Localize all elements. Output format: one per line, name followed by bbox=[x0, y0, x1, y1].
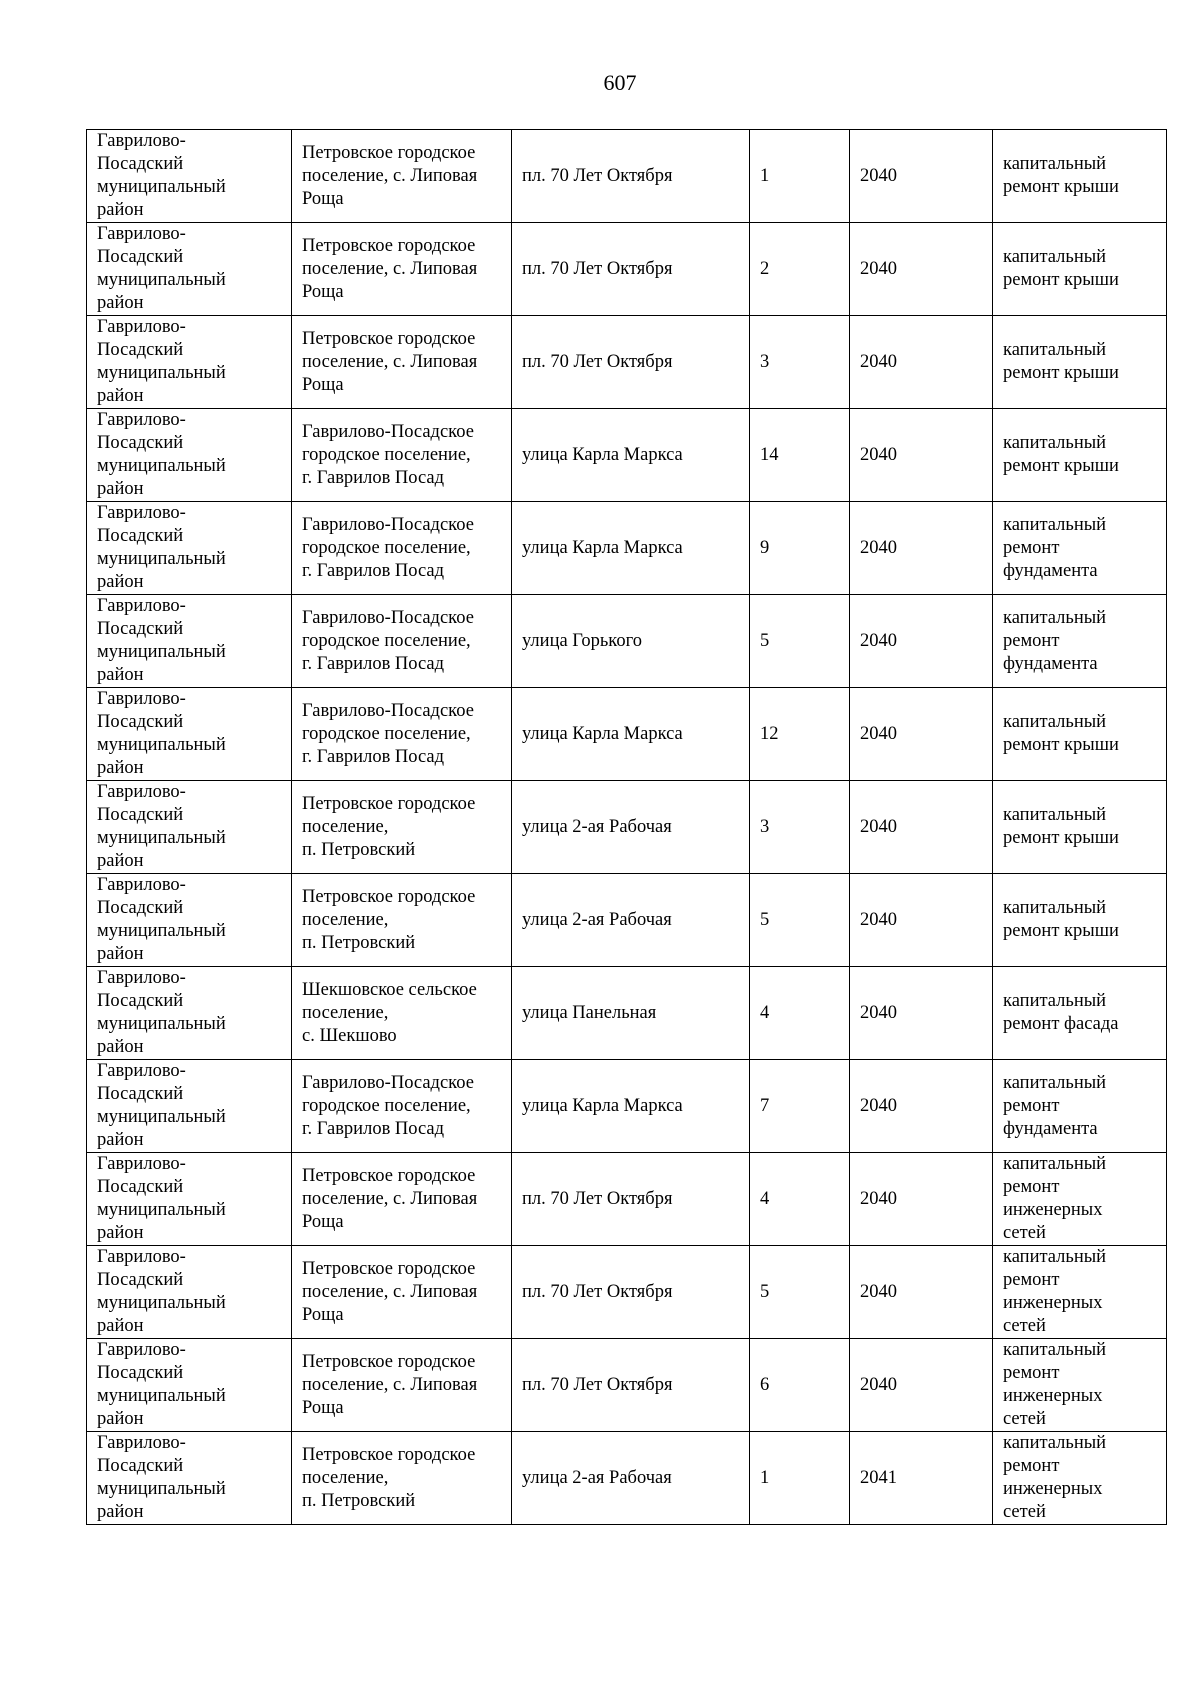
table-row bbox=[87, 781, 1167, 874]
cell-settlement: Петровское городское поселение, с. Липовая Роща bbox=[292, 1153, 512, 1246]
cell-settlement: Гаврилово-Посадское городское поселение, г. Гаврилов Посад bbox=[292, 409, 512, 502]
table-row bbox=[87, 1060, 1167, 1153]
cell-year: 2040 bbox=[850, 1153, 993, 1246]
cell-work: капитальный ремонт крыши bbox=[993, 781, 1167, 874]
cell-street: улица Горького bbox=[512, 595, 750, 688]
cell-work: капитальный ремонт крыши bbox=[993, 688, 1167, 781]
cell-settlement: Петровское городское поселение, с. Липовая Роща bbox=[292, 1339, 512, 1432]
cell-house: 5 bbox=[750, 1246, 850, 1339]
table-row bbox=[87, 688, 1167, 781]
cell-year: 2040 bbox=[850, 409, 993, 502]
cell-year: 2040 bbox=[850, 781, 993, 874]
cell-house: 4 bbox=[750, 1153, 850, 1246]
cell-year: 2040 bbox=[850, 130, 993, 223]
cell-house: 9 bbox=[750, 502, 850, 595]
cell-district: Гаврилово- Посадский муниципальный район bbox=[87, 409, 292, 502]
table-row bbox=[87, 1339, 1167, 1432]
table-row bbox=[87, 967, 1167, 1060]
cell-street: пл. 70 Лет Октября bbox=[512, 1339, 750, 1432]
cell-settlement: Гаврилово-Посадское городское поселение, г. Гаврилов Посад bbox=[292, 688, 512, 781]
cell-district: Гаврилово- Посадский муниципальный район bbox=[87, 316, 292, 409]
cell-year: 2040 bbox=[850, 595, 993, 688]
cell-district: Гаврилово- Посадский муниципальный район bbox=[87, 688, 292, 781]
cell-work: капитальный ремонт крыши bbox=[993, 409, 1167, 502]
cell-district: Гаврилово- Посадский муниципальный район bbox=[87, 1432, 292, 1525]
cell-work: капитальный ремонт фасада bbox=[993, 967, 1167, 1060]
cell-house: 2 bbox=[750, 223, 850, 316]
cell-district: Гаврилово- Посадский муниципальный район bbox=[87, 874, 292, 967]
cell-district: Гаврилово- Посадский муниципальный район bbox=[87, 1339, 292, 1432]
cell-work: капитальный ремонт крыши bbox=[993, 223, 1167, 316]
cell-street: улица Панельная bbox=[512, 967, 750, 1060]
cell-street: пл. 70 Лет Октября bbox=[512, 223, 750, 316]
cell-street: улица 2-ая Рабочая bbox=[512, 1432, 750, 1525]
cell-settlement: Гаврилово-Посадское городское поселение, г. Гаврилов Посад bbox=[292, 1060, 512, 1153]
table-row bbox=[87, 316, 1167, 409]
cell-house: 3 bbox=[750, 316, 850, 409]
cell-house: 5 bbox=[750, 874, 850, 967]
cell-district: Гаврилово- Посадский муниципальный район bbox=[87, 781, 292, 874]
cell-year: 2040 bbox=[850, 874, 993, 967]
cell-settlement: Гаврилово-Посадское городское поселение, г. Гаврилов Посад bbox=[292, 502, 512, 595]
cell-district: Гаврилово- Посадский муниципальный район bbox=[87, 1060, 292, 1153]
cell-work: капитальный ремонт крыши bbox=[993, 874, 1167, 967]
housing-repair-table bbox=[86, 129, 1167, 1525]
table-row bbox=[87, 130, 1167, 223]
cell-district: Гаврилово- Посадский муниципальный район bbox=[87, 1246, 292, 1339]
cell-year: 2040 bbox=[850, 1246, 993, 1339]
cell-street: улица Карла Маркса bbox=[512, 1060, 750, 1153]
cell-street: улица Карла Маркса bbox=[512, 502, 750, 595]
cell-house: 1 bbox=[750, 130, 850, 223]
cell-house: 7 bbox=[750, 1060, 850, 1153]
cell-settlement: Петровское городское поселение, п. Петровский bbox=[292, 1432, 512, 1525]
cell-district: Гаврилово- Посадский муниципальный район bbox=[87, 502, 292, 595]
cell-year: 2040 bbox=[850, 502, 993, 595]
table-row bbox=[87, 223, 1167, 316]
cell-house: 1 bbox=[750, 1432, 850, 1525]
cell-work: капитальный ремонт инженерных сетей bbox=[993, 1432, 1167, 1525]
cell-work: капитальный ремонт инженерных сетей bbox=[993, 1153, 1167, 1246]
cell-district: Гаврилово- Посадский муниципальный район bbox=[87, 967, 292, 1060]
cell-work: капитальный ремонт крыши bbox=[993, 130, 1167, 223]
cell-work: капитальный ремонт инженерных сетей bbox=[993, 1246, 1167, 1339]
table-row bbox=[87, 1153, 1167, 1246]
cell-street: улица Карла Маркса bbox=[512, 409, 750, 502]
cell-work: капитальный ремонт фундамента bbox=[993, 595, 1167, 688]
cell-district: Гаврилово- Посадский муниципальный район bbox=[87, 1153, 292, 1246]
cell-year: 2040 bbox=[850, 223, 993, 316]
cell-street: пл. 70 Лет Октября bbox=[512, 1246, 750, 1339]
table-row bbox=[87, 874, 1167, 967]
table-row bbox=[87, 1432, 1167, 1525]
cell-house: 5 bbox=[750, 595, 850, 688]
cell-district: Гаврилово- Посадский муниципальный район bbox=[87, 223, 292, 316]
cell-street: пл. 70 Лет Октября bbox=[512, 130, 750, 223]
cell-year: 2040 bbox=[850, 1339, 993, 1432]
cell-house: 14 bbox=[750, 409, 850, 502]
cell-settlement: Петровское городское поселение, п. Петровский bbox=[292, 781, 512, 874]
page-number: 607 bbox=[603, 70, 637, 95]
cell-year: 2041 bbox=[850, 1432, 993, 1525]
cell-year: 2040 bbox=[850, 316, 993, 409]
cell-house: 4 bbox=[750, 967, 850, 1060]
table-row bbox=[87, 409, 1167, 502]
cell-year: 2040 bbox=[850, 1060, 993, 1153]
table-row bbox=[87, 595, 1167, 688]
cell-street: улица 2-ая Рабочая bbox=[512, 874, 750, 967]
cell-year: 2040 bbox=[850, 967, 993, 1060]
cell-settlement: Петровское городское поселение, с. Липовая Роща bbox=[292, 1246, 512, 1339]
cell-settlement: Гаврилово-Посадское городское поселение, г. Гаврилов Посад bbox=[292, 595, 512, 688]
cell-street: пл. 70 Лет Октября bbox=[512, 1153, 750, 1246]
cell-district: Гаврилово- Посадский муниципальный район bbox=[87, 595, 292, 688]
table-row bbox=[87, 1246, 1167, 1339]
cell-work: капитальный ремонт фундамента bbox=[993, 502, 1167, 595]
cell-house: 3 bbox=[750, 781, 850, 874]
cell-work: капитальный ремонт крыши bbox=[993, 316, 1167, 409]
cell-house: 12 bbox=[750, 688, 850, 781]
cell-settlement: Шекшовское сельское поселение, с. Шекшово bbox=[292, 967, 512, 1060]
cell-year: 2040 bbox=[850, 688, 993, 781]
cell-settlement: Петровское городское поселение, п. Петровский bbox=[292, 874, 512, 967]
cell-work: капитальный ремонт фундамента bbox=[993, 1060, 1167, 1153]
cell-settlement: Петровское городское поселение, с. Липовая Роща bbox=[292, 316, 512, 409]
cell-street: пл. 70 Лет Октября bbox=[512, 316, 750, 409]
cell-district: Гаврилово- Посадский муниципальный район bbox=[87, 130, 292, 223]
cell-house: 6 bbox=[750, 1339, 850, 1432]
cell-work: капитальный ремонт инженерных сетей bbox=[993, 1339, 1167, 1432]
cell-street: улица 2-ая Рабочая bbox=[512, 781, 750, 874]
cell-settlement: Петровское городское поселение, с. Липовая Роща bbox=[292, 223, 512, 316]
table-body bbox=[87, 130, 1167, 1525]
cell-settlement: Петровское городское поселение, с. Липовая Роща bbox=[292, 130, 512, 223]
table-row bbox=[87, 502, 1167, 595]
cell-street: улица Карла Маркса bbox=[512, 688, 750, 781]
